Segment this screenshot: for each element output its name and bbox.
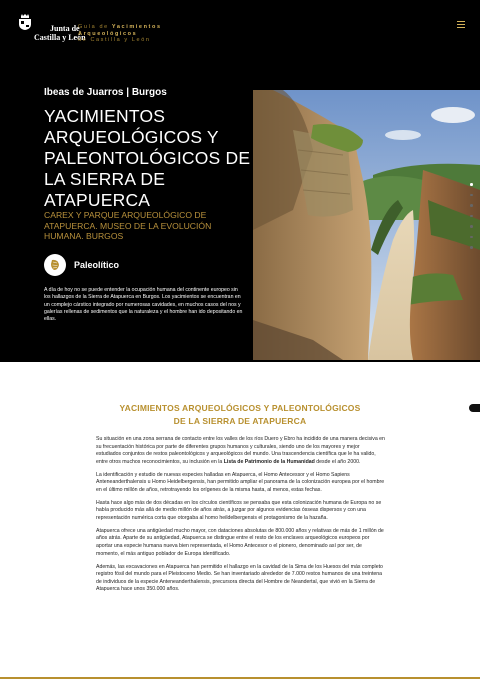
main-content <box>0 362 480 679</box>
guide-line-3: de Castilla y León <box>78 37 151 43</box>
scroll-tab[interactable] <box>469 404 480 412</box>
guide-prefix: Guía de <box>78 24 112 30</box>
carousel-dot[interactable] <box>470 204 473 207</box>
carousel-dots <box>470 183 473 257</box>
page-subtitle[interactable]: CAREX Y PARQUE ARQUEOLÓGICO DE ATAPUERCA. MUSEO DE LA EVOLUCIÓN HUMANA. BURGOS <box>44 210 212 241</box>
paragraph: Hasta hace algo más de dos décadas en los círculos científicos se pensaba que esta colonización humana de Europa no se había producido más allá de medio millón de años atrás, a juzgar por algunos evidencias ósseas dispersos y con una representación numérica corta que otorgaba al homo heildelbergensis el protagonismo de la hazaña. <box>96 499 382 521</box>
carousel-dot[interactable] <box>470 225 473 228</box>
stone-tool-icon <box>44 254 66 276</box>
page-title: YACIMIENTOS ARQUEOLÓGICOS Y PALEONTOLÓGICOS DE LA SIERRA DE ATAPUERCA <box>44 106 251 210</box>
section-title-line-1: YACIMIENTOS ARQUEOLÓGICOS Y PALEONTOLÓGICOS <box>119 403 361 413</box>
carousel-dot[interactable] <box>470 236 473 239</box>
carousel-dot[interactable] <box>470 183 473 186</box>
hero-description: A día de hoy no se puede entender la ocupación humana del continente europeo sin los hallazgos de la Sierra de Atapuerca en Burgos. Los yacimientos se encuentran en un complejo cárstico integrado por numerosas cavidades, en muchos casos del nos y galerías rellenas de sedimentos que la naturaleza y el hombre han ido depositando en ellas. <box>44 287 243 323</box>
location-label: Ibeas de Juarros | Burgos <box>44 87 167 98</box>
guide-word: Yacimientos <box>111 24 162 30</box>
logo-line-2: Castilla y León <box>34 33 86 42</box>
hamburger-icon[interactable] <box>457 21 465 29</box>
period-label: Paleolítico <box>74 260 120 270</box>
carousel-dot[interactable] <box>470 194 473 197</box>
section-title <box>110 402 370 427</box>
hero-photo <box>253 90 480 360</box>
junta-logo[interactable] <box>18 14 86 42</box>
paragraph: Atapuerca ofrece una antigüedad mucho mayor, con dataciones absolutas de 800.000 años y relativas de más de 1 millón de años atrás. Aparte de su antigüedad, Atapuerca se distingue entre el resto de los enclaves arqueológicos europeos por aportar una especie humana nueva bien representada, el Homo Antecesor o el pionero, denominado así por ser, de momento, el más antiguo poblador de Europa identificado. <box>96 527 384 557</box>
logo-line-1: Junta de <box>50 24 80 33</box>
article-body <box>96 436 386 599</box>
carousel-dot[interactable] <box>470 246 473 249</box>
paragraph: Además, las excavaciones en Atapuerca han permitido el hallazgo en la cavidad de la Sima de los Huesos del más completo registro fósil del mundo para el Pleistoceno Medio. Se han inventariado alrededor de 7.000 restos humanos de una treintena de individuos de la especie Anteneanderthalensis, precursora directa del Hombre de Neandertal, que vivió en la Sierra de Atapuerca hace unos 350.000 años. <box>96 563 383 593</box>
paragraph: La identificación y estudio de nuevas especies halladas en Atapuerca, el Homo Antecessor y el Homo Sapiens Anteneanderthalensis u Homo Heidelbergensis, han permitido ampliar el panorama de la colonización europea por el hombre en el último millón de años, retrotrayendo los orígenes de la misma hasta, al menos, estas fechas. <box>96 471 385 493</box>
guide-line-2: Arqueológicos <box>78 30 138 37</box>
coat-of-arms-icon <box>18 14 32 30</box>
paragraph: Su situación en una zona serrana de contacto entre los valles de los ríos Duero y Ebro ha incidido de una manera decisiva en su frecuentación histórica por parte de diferentes grupos humanos y culturales, siendo uno de los mayores y mejor estudiados conjuntos de restos paleontológicos y arqueológicos del mundo. Una trascendencia científica que le ha valido, entre otros muchos reconocimientos, su inclusión en la Lista de Patrimonio de la Humanidad desde el año 2000. <box>96 436 385 465</box>
carousel-dot[interactable] <box>470 215 473 218</box>
section-title-line-2: DE LA SIERRA DE ATAPUERCA <box>173 415 307 426</box>
period-badge <box>44 254 119 276</box>
guide-title[interactable] <box>78 24 162 44</box>
heritage-highlight: Lista de Patrimonio de la Humanidad <box>223 458 315 465</box>
